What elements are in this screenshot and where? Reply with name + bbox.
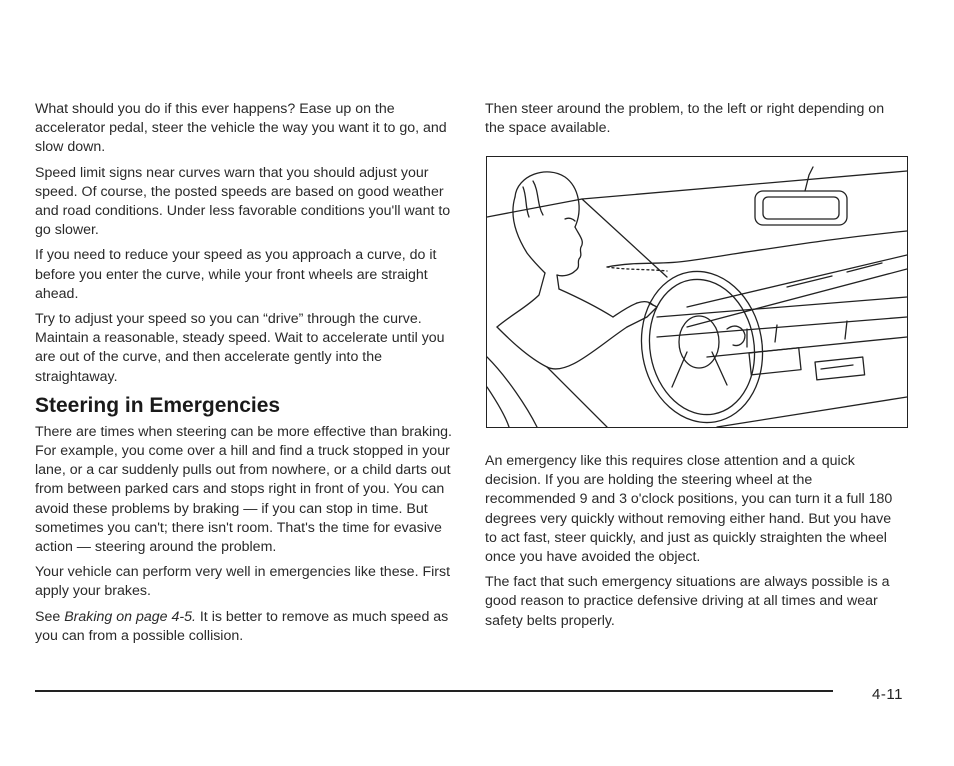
paragraph-see-braking	[35, 608, 455, 646]
see-prefix: See	[35, 608, 65, 625]
paragraph-steer-around: Then steer around the problem, to the left or right depending on the space available.	[485, 101, 885, 137]
braking-cross-reference-link[interactable]: Braking on page 4-5.	[64, 608, 196, 625]
right-column-lower	[485, 452, 905, 637]
page-number: 4-11	[872, 686, 903, 703]
left-column	[35, 100, 455, 652]
paragraph-emergency-decision: An emergency like this requires close attention and a quick decision. If you are holding the steering wheel at the recommended 9 and 3 o'clock positions, you can turn it a full 180 degrees very quickly without removing either hand. But you have to act fast, steer quickly, and just as quickly straighten the wheel once you have avoided the object.	[485, 453, 893, 566]
paragraph-drive-through-curve: Try to adjust your speed so you can “drive” through the curve. Maintain a reasonable, steady speed. Wait to accelerate until you are out of the curve, and then accelerate gently into the straightaway.	[35, 311, 445, 385]
woman-driving-icon	[487, 157, 907, 427]
paragraph-speed-limit-signs: Speed limit signs near curves warn that you should adjust your speed. Of course, the posted speeds are based on good weather and road conditions. Under less favorable conditions you'll want to go slower.	[35, 164, 451, 239]
paragraph-apply-brakes: Your vehicle can perform very well in emergencies like these. First apply your brakes.	[35, 564, 451, 600]
paragraph-ease-up: What should you do if this ever happens? Ease up on the accelerator pedal, steer the vehicle the way you want it to go, and slow down.	[35, 101, 447, 156]
paragraph-reduce-speed: If you need to reduce your speed as you approach a curve, do it before you enter the curve, while your front wheels are straight ahead.	[35, 247, 437, 302]
driving-illustration	[486, 156, 908, 428]
section-heading-steering-emergencies: Steering in Emergencies	[35, 393, 281, 417]
paragraph-defensive-driving: The fact that such emergency situations are always possible is a good reason to practice defensive driving at all times and wear safety belts properly.	[485, 574, 890, 629]
right-column	[485, 100, 905, 144]
paragraph-steering-vs-braking: There are times when steering can be more effective than braking. For example, you come over a hill and find a truck stopped in your lane, or a car suddenly pulls out from nowhere, or a child darts out from between parked cars and stops right in front of you. You can avoid these problems by braking — if you can stop in time. But sometimes you can't; there isn't room. That's the time for evasive action — steering around the problem.	[35, 423, 452, 556]
see-suffix: It is better to remove as much speed as you can from a possible collision.	[35, 608, 449, 644]
footer-rule	[35, 690, 833, 692]
